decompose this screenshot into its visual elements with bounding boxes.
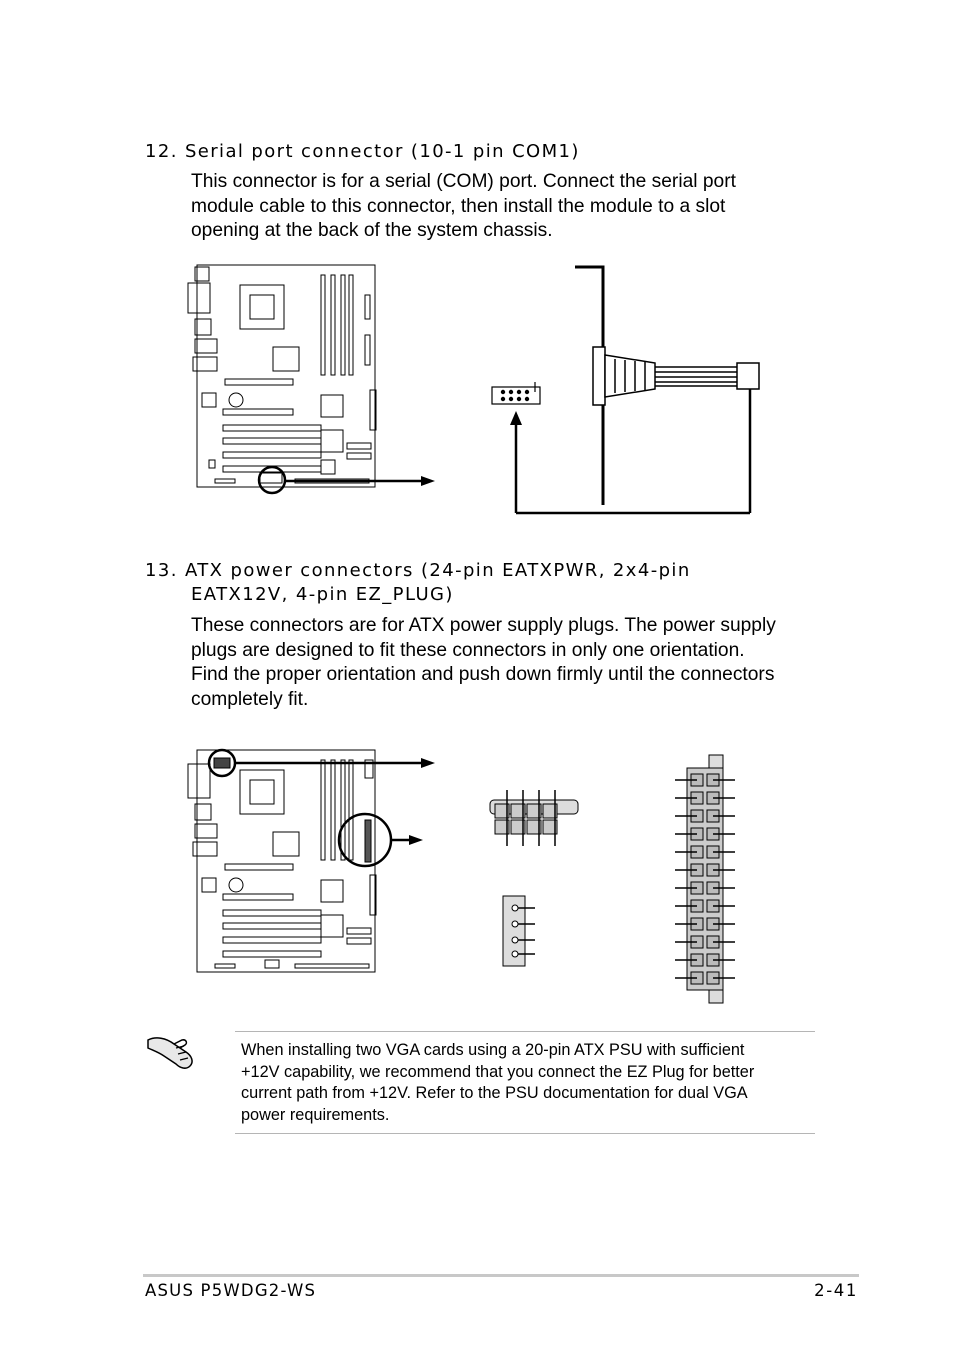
arrow-icon: [510, 411, 522, 425]
ez-plug-connector-icon: [503, 896, 535, 966]
motherboard-layout-icon: [188, 750, 391, 972]
eatx12v-connector-icon: [490, 790, 578, 846]
paragraph-line: completely fit.: [191, 688, 309, 710]
note-line: power requirements.: [241, 1106, 390, 1125]
note-line: current path from +12V. Refer to the PSU documentation for dual VGA: [241, 1084, 748, 1103]
note-line: +12V capability, we recommend that you connect the EZ Plug for better: [241, 1062, 755, 1081]
footer-page-number: 2-41: [814, 1281, 858, 1300]
section-title-line: EATX12V, 4-pin EZ_PLUG): [191, 584, 454, 605]
section-title-line: ATX power connectors (24-pin EATXPWR, 2x4-pin: [184, 560, 691, 581]
section-13-paragraph: [191, 614, 831, 712]
motherboard-layout-icon: [188, 265, 376, 493]
section-title: Serial port connector (10-1 pin COM1): [184, 141, 580, 162]
paragraph-line: opening at the back of the system chassis.: [191, 220, 553, 241]
note-text: [241, 1040, 816, 1127]
serial-connector-pins-icon: [492, 382, 540, 404]
paragraph-line: Find the proper orientation and push down firmly until the connectors: [191, 664, 775, 685]
section-number: 12.: [145, 141, 178, 162]
footer-rule: [143, 1274, 859, 1277]
section-12-paragraph: [191, 170, 831, 244]
section-13-heading: [145, 559, 691, 607]
section-12-heading: [145, 140, 580, 164]
serial-bracket-module-icon: [516, 267, 759, 513]
paragraph-line: module cable to this connector, then install the module to a slot: [191, 195, 726, 217]
paragraph-line: This connector is for a serial (COM) port. Connect the serial port: [191, 171, 736, 192]
atx-power-diagram: [185, 740, 755, 1010]
hand-pointer-icon: [146, 1030, 200, 1072]
note-top-rule: [235, 1031, 815, 1032]
section-number: 13.: [145, 560, 178, 581]
paragraph-line: plugs are designed to fit these connectors in only one orientation.: [191, 639, 745, 661]
serial-port-diagram: [185, 255, 815, 525]
paragraph-line: These connectors are for ATX power supply plugs. The power supply: [191, 615, 776, 636]
footer-product-name: ASUS P5WDG2-WS: [145, 1281, 317, 1300]
note-bottom-rule: [235, 1133, 815, 1134]
note-line: When installing two VGA cards using a 20-pin ATX PSU with sufficient: [241, 1041, 745, 1059]
